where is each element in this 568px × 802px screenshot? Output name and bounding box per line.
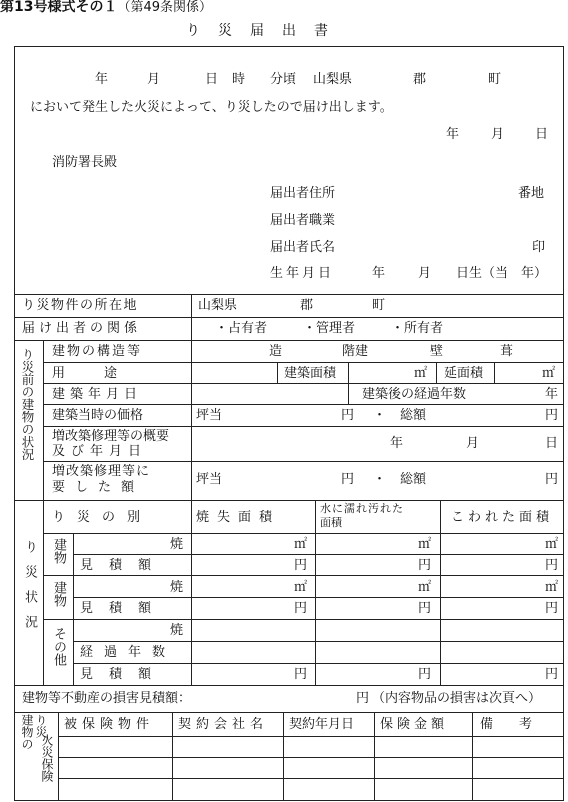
structure-roof: 葺: [500, 344, 514, 359]
row3-broken-m2: ㎡: [545, 580, 559, 595]
frame-right: [563, 46, 564, 800]
total-estimate-yen: 円: [356, 691, 370, 706]
rule-d6: [73, 641, 564, 642]
rule-ins-c1: [172, 712, 173, 800]
header-minute: 分頃: [270, 72, 297, 87]
banchi-label: 番地: [518, 186, 545, 201]
row2-wet-yen: 円: [418, 558, 432, 573]
rule-pre-top: [14, 340, 564, 341]
rule-built-top: [43, 383, 564, 384]
row7-broken-yen: 円: [545, 667, 559, 682]
form-number: 第13号様式その１（第49条関係）: [0, 0, 213, 15]
row6-elapsed: 経過年数: [80, 645, 177, 660]
rule-use-c2: [348, 362, 349, 383]
rule-ins-c2: [283, 712, 284, 800]
structure-zo: 造: [269, 344, 283, 359]
location-gun: 郡: [300, 298, 314, 313]
occupation-label: 届出者職業: [270, 213, 336, 228]
header-pref: 山梨県: [313, 72, 353, 87]
ins-col-company: 契約会社名: [178, 717, 269, 732]
rule-damage-top: [14, 500, 564, 501]
rule-damage-c2: [315, 500, 316, 685]
col-broken-area: こわれた面積: [451, 510, 554, 525]
rule-damage-label-col: [191, 500, 192, 685]
rule-d4: [73, 597, 564, 598]
remodel-month: 月: [466, 436, 480, 451]
col-burned-area: 焼失面積: [196, 510, 281, 525]
header-gun: 郡: [413, 72, 427, 87]
header-year: 年: [95, 72, 109, 87]
header-month: 月: [147, 72, 161, 87]
row2-estimate: 見積額: [80, 558, 168, 573]
seal-label: 印: [532, 240, 546, 255]
structure-floors: 階建: [342, 344, 369, 359]
group-building-1: 建物: [51, 538, 66, 564]
rule-relation-top: [14, 317, 564, 318]
relation-manager: ・管理者: [303, 321, 356, 336]
row2-broken-yen: 円: [545, 558, 559, 573]
row4-broken-yen: 円: [545, 601, 559, 616]
insurance-side-text-1: り災: [34, 714, 48, 738]
price-dot: ・: [373, 408, 387, 423]
col-wet-area-1: 水に濡れ汚れた: [320, 502, 404, 515]
header-town: 町: [488, 72, 502, 87]
location-town: 町: [372, 298, 386, 313]
row3-burn-m2: ㎡: [294, 580, 308, 595]
row1-burn-m2: ㎡: [294, 537, 308, 552]
building-area-unit: ㎡: [414, 366, 428, 381]
birth-day-age: 日生（当 年）: [456, 266, 548, 281]
row1-broken-m2: ㎡: [545, 537, 559, 552]
cost-total-yen: 円: [545, 472, 559, 487]
structure-label: 建物の構造等: [52, 344, 143, 359]
price-total-yen: 円: [545, 408, 559, 423]
total-estimate-note: （内容物品の損害は次頁へ）: [372, 691, 542, 706]
location-label: り災物件の所在地: [22, 298, 139, 313]
report-year: 年: [446, 127, 460, 142]
row7-estimate: 見積額: [80, 667, 168, 682]
rule-pre-side: [43, 340, 44, 500]
built-date-label: 建築年月日: [52, 387, 143, 402]
rule-ins-c3: [374, 712, 375, 800]
address-label: 届出者住所: [270, 186, 336, 201]
row3-wet-m2: ㎡: [418, 580, 432, 595]
elapsed-years-label: 建築後の経過年数: [362, 387, 467, 402]
row2-burn-yen: 円: [294, 558, 308, 573]
birth-year: 年: [372, 266, 386, 281]
cost-per-tsubo: 坪当: [196, 472, 223, 487]
rule-remodel-top: [43, 426, 564, 427]
insurance-side-text-2: 建物の: [20, 714, 34, 750]
floor-area-unit: ㎡: [542, 366, 556, 381]
rule-location-top: [14, 294, 564, 295]
use-label: 用 途: [52, 366, 118, 381]
rule-price-top: [43, 404, 564, 405]
row4-wet-yen: 円: [418, 601, 432, 616]
row1-wet-m2: ㎡: [418, 537, 432, 552]
ins-col-remarks: 備 考: [480, 717, 533, 732]
header-hour: 時: [232, 72, 246, 87]
rule-built-c1: [348, 383, 349, 404]
row4-estimate: 見積額: [80, 601, 168, 616]
remodel-label-1: 増改築修理等の概要: [52, 429, 170, 444]
rule-ins-r2: [58, 757, 564, 758]
rule-total-top: [14, 685, 564, 686]
rule-pre-label-col: [191, 340, 192, 500]
rule-ins-c4: [472, 712, 473, 800]
group-building-2: 建物: [51, 581, 66, 607]
rule-use-c3: [436, 362, 437, 383]
price-label: 建築当時の価格: [52, 408, 144, 423]
group-other: その他: [51, 627, 66, 666]
ins-col-insured-object: 被保険物件: [64, 717, 155, 732]
rule-d7: [73, 663, 564, 664]
frame-bottom: [14, 800, 564, 801]
rule-ins-r3: [58, 778, 564, 779]
row3-burn: 焼: [170, 580, 184, 595]
relation-occupant: ・占有者: [215, 321, 268, 336]
price-total-label: 総額: [400, 408, 427, 423]
report-month: 月: [491, 127, 505, 142]
article-ref: （第49条関係）: [117, 0, 213, 15]
row1-burn: 焼: [170, 537, 184, 552]
remodel-day: 日: [545, 436, 559, 451]
relation-owner: ・所有者: [391, 321, 444, 336]
relation-label: 届け出者の関係: [22, 321, 142, 336]
birthdate-label: 生年月日: [270, 266, 335, 281]
total-estimate-label: 建物等不動産の損害見積額：: [22, 691, 192, 706]
row7-burn-yen: 円: [294, 667, 308, 682]
rule-cost-top: [43, 461, 564, 462]
birth-month: 月: [418, 266, 432, 281]
price-tsubo-yen: 円: [341, 408, 355, 423]
floor-area-label: 延面積: [444, 366, 484, 381]
name-label: 届出者氏名: [270, 240, 336, 255]
rule-d5: [43, 619, 564, 620]
pre-side-label: り災前の建物の状況: [20, 348, 35, 461]
remodel-label-2: 及び年月日: [52, 444, 148, 459]
rule-use-c1: [277, 362, 278, 383]
header-sentence: において発生した火災によって、り災したので届け出します。: [30, 100, 393, 115]
col-wet-area-2: 面積: [320, 516, 342, 529]
rule-d3: [43, 575, 564, 576]
damage-type-label: り災の別: [52, 510, 153, 525]
cost-label-1: 増改築修理等に: [52, 464, 151, 479]
ins-col-amount: 保険金額: [380, 717, 449, 732]
location-pref: 山梨県: [198, 298, 238, 313]
rule-d1: [43, 533, 564, 534]
insurance-side-text-3: 火災保険: [40, 734, 54, 782]
rule-use-top: [43, 362, 564, 363]
remodel-year: 年: [390, 436, 404, 451]
frame-top: [14, 46, 564, 47]
header-day: 日: [205, 72, 219, 87]
addressee: 消防署長殿: [52, 155, 118, 170]
building-area-label: 建築面積: [284, 366, 337, 381]
page-title: り 災 届 出 書: [186, 23, 330, 39]
rule-use-c4: [494, 362, 495, 383]
report-day: 日: [535, 127, 549, 142]
elapsed-years-unit: 年: [545, 387, 559, 402]
rule-insurance-top: [14, 712, 564, 713]
price-per-tsubo: 坪当: [196, 408, 223, 423]
ins-col-contract-date: 契約年月日: [289, 717, 355, 732]
rule-d2: [73, 554, 564, 555]
cost-tsubo-yen: 円: [341, 472, 355, 487]
rule-damage-c3: [440, 500, 441, 685]
row7-wet-yen: 円: [418, 667, 432, 682]
rule-ins-c0: [58, 712, 59, 800]
damage-side-label: り災状況: [22, 540, 37, 640]
row5-burn: 焼: [170, 623, 184, 638]
structure-wall: 壁: [430, 344, 444, 359]
cost-dot: ・: [373, 472, 387, 487]
cost-total-label: 総額: [400, 472, 427, 487]
frame-left: [14, 46, 15, 800]
row4-burn-yen: 円: [294, 601, 308, 616]
rule-damage-side: [43, 500, 44, 685]
rule-ins-r1: [58, 736, 564, 737]
cost-label-2: 要した額: [52, 480, 145, 495]
